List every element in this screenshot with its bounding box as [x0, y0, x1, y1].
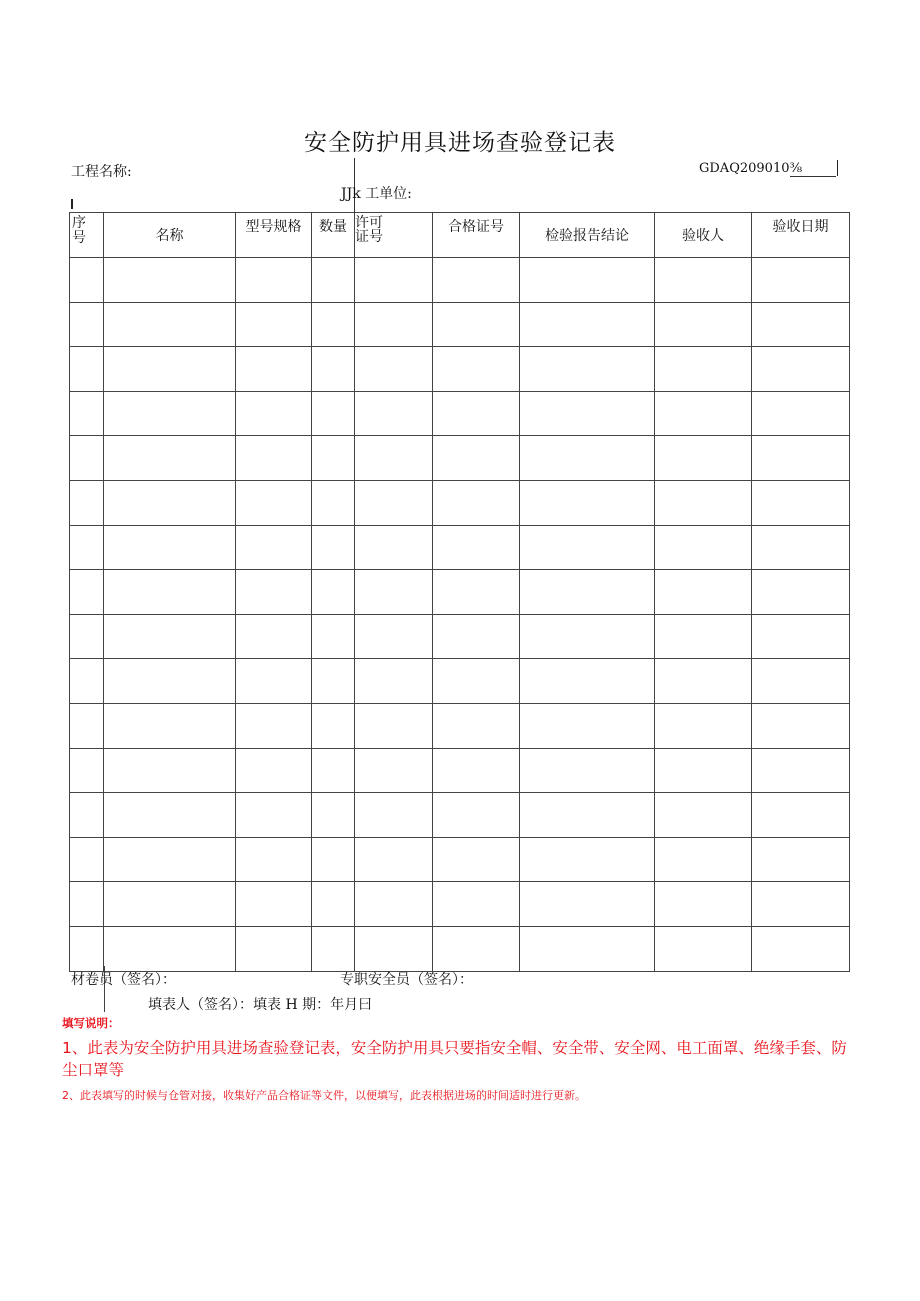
material-clerk-signature: 材卷员（签名）： [71, 972, 176, 988]
cell-seq[interactable] [70, 480, 104, 525]
cell-permit[interactable] [355, 525, 433, 570]
cell-seq[interactable] [70, 614, 104, 659]
cell-name[interactable] [104, 347, 236, 392]
cell-name[interactable] [104, 525, 236, 570]
cell-qty[interactable] [312, 793, 355, 838]
header-model-label: 型号规格 [245, 219, 302, 235]
table-row [70, 302, 850, 347]
cell-date[interactable] [752, 347, 850, 392]
cell-name[interactable] [104, 302, 236, 347]
cell-model[interactable] [236, 436, 312, 481]
cell-permit[interactable] [355, 347, 433, 392]
cell-cert[interactable] [433, 748, 520, 793]
cell-cert[interactable] [433, 302, 520, 347]
cell-cert[interactable] [433, 614, 520, 659]
cell-model[interactable] [236, 659, 312, 704]
cell-date[interactable] [752, 436, 850, 481]
cell-name[interactable] [104, 703, 236, 748]
cell-cert[interactable] [433, 570, 520, 615]
cell-model[interactable] [236, 837, 312, 882]
construction-unit-label: JJk 工单位: [341, 186, 412, 202]
cell-date[interactable] [752, 614, 850, 659]
cell-qty[interactable] [312, 258, 355, 303]
cell-permit[interactable] [355, 926, 433, 971]
cell-permit[interactable] [355, 837, 433, 882]
cell-report[interactable] [520, 882, 655, 927]
cell-model[interactable] [236, 614, 312, 659]
cell-model[interactable] [236, 391, 312, 436]
cell-seq[interactable] [70, 703, 104, 748]
cell-seq[interactable] [70, 793, 104, 838]
cell-report[interactable] [520, 703, 655, 748]
cell-seq[interactable] [70, 258, 104, 303]
cell-date[interactable] [752, 748, 850, 793]
cell-model[interactable] [236, 926, 312, 971]
form-code-underline [790, 176, 836, 177]
page-title: 安全防护用具进场查验登记表 [304, 130, 616, 156]
table-row [70, 347, 850, 392]
form-code: GDAQ209010⅜ [699, 161, 803, 176]
table-row [70, 436, 850, 481]
header-qty [312, 213, 355, 258]
table-row [70, 659, 850, 704]
cell-qty[interactable] [312, 436, 355, 481]
cell-seq[interactable] [70, 391, 104, 436]
cell-permit[interactable] [355, 703, 433, 748]
cell-name[interactable] [104, 837, 236, 882]
cell-report[interactable] [520, 258, 655, 303]
cell-report[interactable] [520, 793, 655, 838]
cell-seq[interactable] [70, 926, 104, 971]
cell-receiver[interactable] [655, 391, 752, 436]
cell-qty[interactable] [312, 926, 355, 971]
table-row [70, 570, 850, 615]
table-row [70, 882, 850, 927]
cell-qty[interactable] [312, 748, 355, 793]
cell-report[interactable] [520, 614, 655, 659]
cell-report[interactable] [520, 391, 655, 436]
cell-report[interactable] [520, 302, 655, 347]
header-seq-label: 序号 [72, 215, 86, 246]
cell-qty[interactable] [312, 837, 355, 882]
cell-receiver[interactable] [655, 882, 752, 927]
cell-receiver[interactable] [655, 436, 752, 481]
table-row [70, 837, 850, 882]
cell-date[interactable] [752, 793, 850, 838]
cell-name[interactable] [104, 614, 236, 659]
cell-receiver[interactable] [655, 837, 752, 882]
cell-cert[interactable] [433, 837, 520, 882]
cell-qty[interactable] [312, 525, 355, 570]
cell-qty[interactable] [312, 570, 355, 615]
cell-seq[interactable] [70, 347, 104, 392]
cell-date[interactable] [752, 570, 850, 615]
cell-receiver[interactable] [655, 926, 752, 971]
cell-qty[interactable] [312, 882, 355, 927]
cell-model[interactable] [236, 258, 312, 303]
cell-qty[interactable] [312, 703, 355, 748]
cell-report[interactable] [520, 480, 655, 525]
header-permit-label: 许可证号 [355, 215, 383, 245]
header-name-label: 名称 [155, 228, 184, 244]
header-name [104, 213, 236, 258]
cell-cert[interactable] [433, 258, 520, 303]
header-row [70, 213, 850, 258]
cell-qty[interactable] [312, 391, 355, 436]
cell-qty[interactable] [312, 347, 355, 392]
cell-cert[interactable] [433, 480, 520, 525]
cell-model[interactable] [236, 882, 312, 927]
cell-name[interactable] [104, 480, 236, 525]
cell-permit[interactable] [355, 614, 433, 659]
notes-heading: 填写说明： [62, 1016, 120, 1030]
header-model [236, 213, 312, 258]
cell-name[interactable] [104, 793, 236, 838]
cell-qty[interactable] [312, 480, 355, 525]
cell-permit[interactable] [355, 391, 433, 436]
cell-cert[interactable] [433, 882, 520, 927]
table-row [70, 391, 850, 436]
header-seq [70, 213, 104, 258]
cell-permit[interactable] [355, 436, 433, 481]
cell-date[interactable] [752, 525, 850, 570]
header-date [752, 213, 850, 258]
cell-date[interactable] [752, 882, 850, 927]
cell-permit[interactable] [355, 659, 433, 704]
table-row [70, 748, 850, 793]
cell-receiver[interactable] [655, 659, 752, 704]
header-date-label: 验收日期 [772, 219, 829, 235]
inspection-register-table [69, 212, 850, 972]
cell-name[interactable] [104, 926, 236, 971]
cell-name[interactable] [104, 882, 236, 927]
cell-model[interactable] [236, 570, 312, 615]
cell-name[interactable] [104, 748, 236, 793]
cell-permit[interactable] [355, 480, 433, 525]
cell-seq[interactable] [70, 436, 104, 481]
cell-permit[interactable] [355, 570, 433, 615]
cell-model[interactable] [236, 347, 312, 392]
cell-receiver[interactable] [655, 748, 752, 793]
header-report-label: 检验报告结论 [545, 228, 629, 244]
safety-officer-signature: 专职安全员（签名）： [340, 972, 473, 988]
cell-seq[interactable] [70, 837, 104, 882]
cell-report[interactable] [520, 926, 655, 971]
cell-seq[interactable] [70, 570, 104, 615]
cell-date[interactable] [752, 926, 850, 971]
table-row [70, 614, 850, 659]
cell-date[interactable] [752, 703, 850, 748]
table-row [70, 480, 850, 525]
cell-receiver[interactable] [655, 525, 752, 570]
cell-receiver[interactable] [655, 793, 752, 838]
cell-name[interactable] [104, 391, 236, 436]
cell-name[interactable] [104, 436, 236, 481]
header-receiver-label: 验收人 [682, 228, 724, 244]
cell-cert[interactable] [433, 659, 520, 704]
cell-model[interactable] [236, 302, 312, 347]
cell-report[interactable] [520, 525, 655, 570]
cell-date[interactable] [752, 391, 850, 436]
cell-receiver[interactable] [655, 258, 752, 303]
cell-permit[interactable] [355, 302, 433, 347]
cell-report[interactable] [520, 837, 655, 882]
cell-date[interactable] [752, 258, 850, 303]
table-row [70, 793, 850, 838]
project-name-label: 工程名称: [71, 164, 132, 180]
cell-receiver[interactable] [655, 570, 752, 615]
cell-seq[interactable] [70, 748, 104, 793]
cell-permit[interactable] [355, 748, 433, 793]
cell-receiver[interactable] [655, 614, 752, 659]
cell-cert[interactable] [433, 347, 520, 392]
cell-model[interactable] [236, 703, 312, 748]
cell-report[interactable] [520, 436, 655, 481]
cell-model[interactable] [236, 748, 312, 793]
cell-cert[interactable] [433, 793, 520, 838]
cell-report[interactable] [520, 347, 655, 392]
cell-permit[interactable] [355, 793, 433, 838]
cell-date[interactable] [752, 480, 850, 525]
header-receiver [655, 213, 752, 258]
header-cert-label: 合格证号 [448, 219, 504, 235]
table-row [70, 525, 850, 570]
cell-receiver[interactable] [655, 347, 752, 392]
cell-seq[interactable] [70, 302, 104, 347]
table-row [70, 926, 850, 971]
cell-cert[interactable] [433, 391, 520, 436]
cell-name[interactable] [104, 570, 236, 615]
filler-signature-date: 填表人（签名）：填表 H 期：年月曰 [148, 997, 373, 1013]
left-tick-mark [71, 199, 73, 209]
cell-permit[interactable] [355, 258, 433, 303]
header-permit [355, 213, 433, 258]
cell-seq[interactable] [70, 882, 104, 927]
cell-model[interactable] [236, 793, 312, 838]
cell-cert[interactable] [433, 926, 520, 971]
header-report [520, 213, 655, 258]
table-row [70, 703, 850, 748]
cell-date[interactable] [752, 302, 850, 347]
note-item-2: 2、此表填写的时候与仓管对接，收集好产品合格证等文件，以便填写，此表根据进场的时间适时进行更新。 [62, 1089, 586, 1102]
form-code-bar [837, 160, 838, 176]
header-cert [433, 213, 520, 258]
cell-cert[interactable] [433, 703, 520, 748]
header-qty-label: 数量 [319, 219, 347, 235]
cell-seq[interactable] [70, 525, 104, 570]
table-row [70, 258, 850, 303]
cell-name[interactable] [104, 659, 236, 704]
cell-cert[interactable] [433, 436, 520, 481]
cell-qty[interactable] [312, 302, 355, 347]
cell-report[interactable] [520, 659, 655, 704]
table-body [70, 258, 850, 972]
cell-receiver[interactable] [655, 480, 752, 525]
cell-qty[interactable] [312, 614, 355, 659]
cell-receiver[interactable] [655, 703, 752, 748]
cell-model[interactable] [236, 480, 312, 525]
cell-report[interactable] [520, 748, 655, 793]
cell-model[interactable] [236, 525, 312, 570]
note-item-1: 1、此表为安全防护用具进场查验登记表，安全防护用具只要指安全帽、安全带、安全网、电工面罩、绝缘手套、防尘口罩等 [62, 1039, 847, 1079]
cell-receiver[interactable] [655, 302, 752, 347]
cell-qty[interactable] [312, 659, 355, 704]
cell-report[interactable] [520, 570, 655, 615]
cell-permit[interactable] [355, 882, 433, 927]
cell-cert[interactable] [433, 525, 520, 570]
cell-date[interactable] [752, 837, 850, 882]
cell-seq[interactable] [70, 659, 104, 704]
cell-date[interactable] [752, 659, 850, 704]
cell-name[interactable] [104, 258, 236, 303]
